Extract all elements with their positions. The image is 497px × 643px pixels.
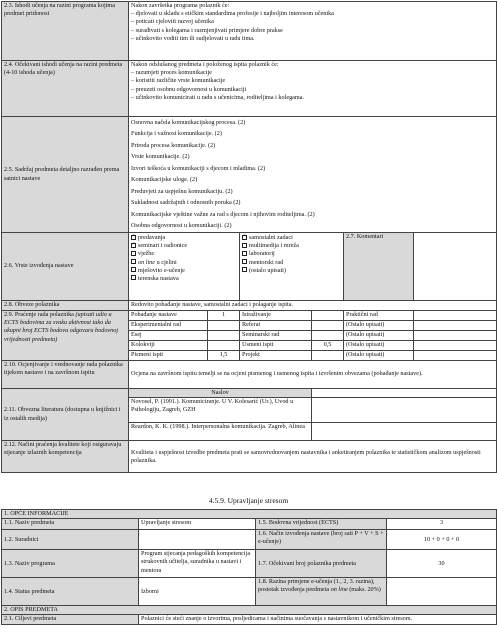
teaching-type-option[interactable] [131,234,237,242]
list-item: – surađivati s kolegama i razmjenjivati primjere dobre prakse [131,27,494,35]
label-2-7: 2.7. Komentari [344,233,414,301]
literature-empty [312,389,497,398]
option-label: laboratorij [249,250,275,258]
teaching-type-option[interactable] [242,250,341,258]
activity-ects[interactable]: 1,5 [208,351,240,361]
list-item: Izvori teškoća u komunikaciji s djecom i mladima. (2) [131,164,266,172]
label-2-10: 2.10. Ocjenjivanje i vrednovanje rada polaznika tijekom nastave i na završnom ispitu [2,361,129,389]
option-label: mentorski rad [249,258,284,266]
activity-ects[interactable]: 0,5 [312,341,344,351]
list-item: Komunikacijske vještine važne za rad s djecom i njihovim roditeljima. (2) [131,210,315,218]
checkbox-icon[interactable] [131,251,136,256]
elearning-level-value [387,578,497,606]
course-name-value: Upravljanje stresom [139,519,256,530]
section-heading: 4.5.9. Upravljanje stresom [208,496,289,505]
label-1-8 [256,578,387,606]
teaching-type-option[interactable] [131,242,237,250]
activity-ects[interactable] [414,351,497,361]
option-label: terenska nastava [138,274,179,282]
teaching-type-option[interactable] [131,250,237,258]
activity-name: (Ostalo upisati) [344,341,414,351]
list-item: – učinkovito voditi tim ili sudjelovati u radu tima. [131,35,494,43]
activity-name: (Ostalo upisati) [344,331,414,341]
checkbox-icon[interactable] [242,267,247,272]
activity-name: (Ostalo upisati) [344,321,414,331]
list-item: Komunikacijske uloge. (2) [131,176,198,184]
list-item: – poticati cjeloviti razvoj učenika [131,18,494,26]
activity-ects[interactable] [414,341,497,351]
activity-name: Projekt [240,351,312,361]
ects-value: 3 [387,519,497,530]
literature-item: Reardon, K. K. (1998.). Interpersonalna komunikacija. Zagreb, Alinea [129,423,312,441]
list-item: – razumjeti proces komunikacije [131,69,494,77]
activity-name: (Ostalo upisati) [344,351,414,361]
label-1-2: 1.2. Suradnici [2,530,139,550]
option-label: (ostalo upisati) [249,266,286,274]
activity-ects[interactable] [208,321,240,331]
activity-name: Usmeni ispit [240,341,312,351]
checkbox-icon[interactable] [131,267,136,272]
activity-ects[interactable] [208,341,240,351]
label-1-3: 1.3. Naziv programa [2,550,139,578]
activity-name: Esej [129,331,208,341]
activity-name: Eksperimentalni rad [129,321,208,331]
course-goals-value: Polaznici će steći znanje o izvorima, posljedicama i načinima suočavanja s nastavnikom i učeničkim stresom. [139,615,497,625]
teaching-type-option[interactable] [242,234,341,242]
italic-fragment: on line [330,586,348,594]
option-label-rest: u cjelini [155,258,177,266]
literature-header: Naslov [129,389,312,398]
activity-name: Praktični rad [344,311,414,321]
label-1-5: 1.5. Bodovna vrijednost (ECTS) [256,519,387,530]
checkbox-icon[interactable] [131,275,136,280]
label-1-6: 1.6. Način izvođenja nastave (broj sati P + V + S + e-učenje) [256,530,387,550]
activity-ects[interactable] [312,351,344,361]
activity-name: Pismeni ispit [129,351,208,361]
checkbox-checked-icon[interactable] [131,243,136,248]
teaching-type-option[interactable] [242,259,341,267]
option-label: multimedija i mreža [249,242,299,250]
checkbox-icon[interactable] [242,243,247,248]
checkbox-icon[interactable] [131,259,136,264]
activity-ects[interactable] [414,331,497,341]
teaching-types-col2 [240,233,344,301]
course-table-upper [1,1,496,473]
list-item: Preduvjeti za uspješnu komunikaciju. (2) [131,187,233,195]
option-label: samostalni zadaci [249,234,293,241]
label-1-1: 1.1. Naziv predmeta [2,519,139,530]
value-2-5 [129,117,497,233]
activity-ects[interactable] [312,331,344,341]
label-2-12: 2.12. Načini praćenja kvalitete koji osiguravaju stjecanje izlaznih kompetencija [2,441,129,473]
label-2-4: 2.4. Očekivani ishodi učenja na razini predmeta (4-10 ishoda učenja) [2,61,129,117]
list-item: Vrste komunikacije. (2) [131,153,190,161]
value-2-4 [129,61,497,117]
checkbox-icon[interactable] [242,259,247,264]
teaching-type-option[interactable] [131,275,237,283]
value-2-8: Redovito pohađanje nastave, samostalni zadaci i polaganje ispita. [129,301,497,311]
course-status-value: Izborni [139,578,256,606]
activity-name: Seminarski rad [240,331,312,341]
list-item: Osobna odgovornost u komunikaciji. (2) [131,222,232,230]
teaching-type-option[interactable] [131,259,237,267]
list-item: Priroda procesa komunikacije. (2) [131,141,216,149]
teaching-type-option[interactable] [242,267,341,275]
program-name-value: Program stjecanja pedagoških kompetencija strukovnih učitelja, suradnika u nastavi i mentora [139,550,256,578]
value-2-3 [129,2,497,61]
option-label: seminari i radionice [138,242,188,250]
value-2-10: Ocjena na završnom ispitu temelji se na ocjeni pismenog i usmenog ispita i izvršenim obvezama (pohađanje nastave). [129,361,497,389]
list-item: – koristiti različite vrste komunikacije [131,77,494,85]
teaching-hours-value: 10 + 0 + 0 + 0 [387,530,497,550]
checkbox-checked-icon[interactable] [131,235,136,240]
list-item: Sukladnost sadržajnih i odnosnih poruka (2) [131,199,241,207]
checkbox-checked-icon[interactable] [242,235,247,240]
activity-ects[interactable] [414,311,497,321]
course-table-lower [1,509,496,625]
comments-value[interactable] [414,233,497,301]
teaching-type-option[interactable] [131,267,237,275]
option-label: vježbe [138,250,155,258]
label-2-11: 2.11. Obvezna literatura (dostupna u knjižnici i iz ostalih medija) [2,389,129,441]
intro-text: Nakon završetka programa polaznik će: [131,2,230,9]
activity-ects[interactable] [312,311,344,321]
label-2-8: 2.8. Obveze polaznika [2,301,129,311]
activity-ects[interactable]: 1 [208,311,240,321]
literature-empty [312,398,497,423]
literature-empty [312,423,497,441]
activity-name: Referat [240,321,312,331]
label-1-8-text: 1.8. Razina primjene e-učenja (1., 2, 3. razina), postotak izvođenja predmeta on line (maks. 20%) [258,578,381,594]
section-general-info: 1. OPĆE INFORMACIJE [2,510,497,519]
list-item: – djelovati u skladu s etičkim standardima profesije i najboljim interesom učenika [131,10,494,18]
activity-ects[interactable] [414,321,497,331]
label-2-1: 2.1. Ciljevi predmeta [2,615,139,625]
list-item: – učinkovito komunicirati u radu s učenicima, roditeljima i kolegama. [131,94,494,102]
label-1-4: 1.4. Status predmeta [2,578,139,606]
option-label: mješovito e-učenje [138,266,185,274]
label-note: (upisati udio u ECTS bodovima za svaku aktivnost tako da ukupni broj ECTS bodova odgovara bodovnoj vrijednosti predmeta) [4,311,119,343]
activity-name: Kolokviji [129,341,208,351]
teaching-type-option[interactable] [242,242,341,250]
label-1-7: 1.7. Očekivani broj polaznika predmeta [256,550,387,578]
teaching-types-col1 [129,233,240,301]
list-item: – preuzeti osobnu odgovornost u komunikaciji [131,86,494,94]
activity-name: Pohađanje nastave [129,311,208,321]
label-2-9 [2,311,129,361]
activity-name: Istraživanje [240,311,312,321]
collaborators-value [139,530,256,550]
literature-item: Novosel, P. (1991.). Komuniciranje. U V. Kolesarić (Ur.), Uvod u Psihologiju, Zagreb, GZH [129,398,312,423]
value-2-12: Kvaliteta i uspješnost izvedbe predmeta prati se samovrednovanjem nastavnika i anketiranjem polaznika te statističkom analizom uspješnosti polaznika. [129,441,497,473]
option-label: predavanja [138,234,166,241]
label-main: 2.9. Praćenje rada polaznika [4,311,74,318]
list-item: Funkcija i važnost komunikacije. (2) [131,130,222,138]
section-course-description: 2. OPIS PREDMETA [2,606,497,615]
label-2-5: 2.5. Sadržaj predmeta detaljno razrađen prema satnici nastave [2,117,129,233]
label-2-6: 2.6. Vrste izvođenja nastave [2,233,129,301]
checkbox-icon[interactable] [242,251,247,256]
activity-ects[interactable] [312,321,344,331]
option-label-italic: on line [138,258,156,266]
list-item: Osnovna načela komunikacijskog procesa. (2) [131,119,246,126]
activity-ects[interactable] [208,331,240,341]
label-2-3: 2.3. Ishodi učenja na razini programa kojima predmet pridonosi [2,2,129,61]
expected-students-value: 30 [387,550,497,578]
intro-text: Nakon odslušanog predmeta i položenog ispita polaznik će: [131,61,279,68]
